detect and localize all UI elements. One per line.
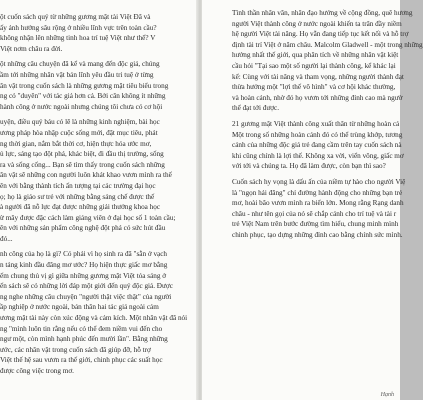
text-line: n tảng kinh đầu đãng mơ ước? Họ hiện thực giấc mơ bằng xyxy=(0,261,168,270)
text-line: ột cuốn sách quý từ những gương mặt tài Việt Đã và xyxy=(0,13,151,21)
text-line: uyện, điều quý báu có lẽ là những kinh nghiệm, bài học xyxy=(0,118,160,127)
paragraph xyxy=(0,59,169,112)
text-line: cảnh của những độc giả trẻ đang cầm trên tay cuốn sách nà xyxy=(232,141,402,150)
text-line: Việt nơm châu ra đời. xyxy=(0,44,63,53)
left-page xyxy=(0,0,198,400)
text-line: ọ; họ là giáo sư trẻ với những bằng sáng chế được thế xyxy=(0,192,155,201)
author-signature: Hạnh xyxy=(380,392,394,398)
text-line: với tới và chúng ta. Họ đã làm được, còn bạn thì sao? xyxy=(232,162,386,171)
text-line: ng nghe những câu chuyện "người thật việc thật" của người xyxy=(0,292,172,301)
left-text-column xyxy=(0,12,188,382)
text-line: ra và sống cống... Bạn sẽ tìm thấy trong cuốn sách những xyxy=(0,160,165,169)
text-line: trẻ Việt Nam trên bước đường tìm hiểu, chung minh mình xyxy=(232,220,399,229)
text-line: ầp nghiệp ở nước ngoài, bản thân hai tác giả ngoài cảm xyxy=(0,303,159,312)
text-line: châu - như tên gọi của nó sẽ chắp cánh cho trí tuệ và tài r xyxy=(232,209,397,218)
text-line: Việt thế hệ sau vươn ra thế giới, chinh phục các suất học xyxy=(0,356,163,365)
text-line: ng có "duyên" với tác giả hơn cả. Bởi cân không ít những xyxy=(0,92,166,101)
text-line: ng "mình luôn tin rằng nếu có thể đem niềm vui đến cho xyxy=(0,324,163,333)
text-line: là "ngọn hải đăng" chỉ đường hành động cho những bạn trẻ xyxy=(232,188,403,197)
text-line: ầm tới những nhân vật bản lĩnh yêu đầu tri tuệ ở từng xyxy=(0,70,154,79)
text-line: ngư một, còn mình hạnh phúc đến mười lần". Bằng những xyxy=(0,335,168,344)
text-line: kể: Cùng với tài năng và tham vọng, những người thành đạt xyxy=(232,72,404,81)
text-line: và hoàn cảnh, nhờ đó họ vươn tới những đỉnh cao mà ngườ xyxy=(232,93,403,102)
text-line: ên với bằng thành tích ấn tượng tại các trường đại học xyxy=(0,181,156,190)
text-line: à người đã nỗ lực đạt được những giải thưởng khoa học xyxy=(0,203,161,212)
text-line: ột những câu chuyện đã kể và mang đến độc giả, chúng xyxy=(0,60,160,69)
right-text-column xyxy=(232,8,423,245)
text-line: định tài trí Việt ở năm châu. Malcolm Gladwell - một trong những xyxy=(232,40,423,49)
text-line: Cuốn sách hy vọng là dấu ấn của niềm tự hào cho người Việ xyxy=(232,177,406,186)
text-line: đó... xyxy=(0,234,13,243)
text-line: khi cũng chính là lợi thế. Không xa vời, viển vông, giấc mơ xyxy=(232,151,404,160)
text-line: mơ, hoài bão vươn mình ra biển lớn. Mong rằng Rạng danh xyxy=(232,199,404,208)
text-line: Một trong số những hoàn cảnh đó có thể trùng khớp, tương xyxy=(232,130,403,139)
text-line: ước, các nhân vật trong cuốn sách đã giúp đỡ, hỗ trợ xyxy=(0,345,151,354)
text-line: hưởng nhất thế giới, qua phân tích về những nhân vật kiệt xyxy=(232,51,399,60)
text-line: nh công của họ là gì? Có phải vì họ sinh ra đã "sẵn ở vạch xyxy=(0,250,168,259)
text-line: được công việc trong mơ. xyxy=(0,367,74,375)
paragraph xyxy=(0,117,176,244)
paragraph xyxy=(232,177,406,241)
text-line: ừ mây được đặc cách làm giảng viên ở đại học số 1 toàn cầu; xyxy=(0,213,176,222)
right-page xyxy=(202,0,423,400)
text-line: cầu hỏi "Tại sao một số người lại thành công, kể khác lại xyxy=(232,61,396,70)
text-line: ng thời gian, nắm bắt thời cơ, hiện thực hóa ước mơ, xyxy=(0,139,152,148)
text-line: ân vật sẽ những con người luôn khát khao vươn mình ra thế xyxy=(0,171,172,180)
text-line: ếm chung thủ vị gì giữa những gương mặt Việt tỏa sáng ở xyxy=(0,271,167,280)
text-line: ến sách sẽ có những lời đáp một giới đến quý độc giả. Được xyxy=(0,282,173,291)
paragraph xyxy=(232,119,404,172)
text-line: Tình thần nhân văn, nhân đạo hướng về cộng đồng, quê hương xyxy=(232,9,413,17)
text-line: 21 gương mặt Việt thành công xuất thân từ những hoàn cả xyxy=(232,119,400,128)
text-line: thể đạt tới được. xyxy=(232,104,280,113)
paragraph xyxy=(232,8,423,114)
paragraph xyxy=(0,249,188,376)
text-line: ấy ảnh hưởng sâu rộng ở nhiều lĩnh vực trên toàn cầu? xyxy=(0,23,157,32)
text-line: ên với những sản phẩm công nghệ đột phá có sức hút đầu xyxy=(0,224,166,233)
text-line: ủ lực, sáng tạo đột phá, khác biệt, đi đầu thị trường, sống xyxy=(0,150,164,159)
text-line: hành công ở nước ngoài nhưng chúng tôi chưa có cơ hội xyxy=(0,102,163,111)
paragraph xyxy=(0,12,166,54)
text-line: thừa hưởng một "lợi thế vô hình" và cơ hội khác thường, xyxy=(232,83,396,92)
text-line: chinh phục, tạo dựng những đỉnh cao bằng chính sức mình. xyxy=(232,230,403,239)
text-line: hệ người Việt tài năng. Họ vẫn đang tiếp tục kết nối và hỗ trợ xyxy=(232,30,409,39)
text-line: người Việt thành công ở nước ngoài khiến ta trân đầy niềm xyxy=(232,19,402,28)
text-line: ân vật trong cuốn sách là những gương mặt tiêu biểu trong xyxy=(0,81,169,90)
text-line: không nhận lên những tinh hoa trí tuệ Việt như thế? V xyxy=(0,34,156,43)
text-line: ương mặt tài này còn xúc động và cảm kích. Một nhân vật đã nói xyxy=(0,314,188,323)
text-line: ương pháp hòa nhập cuộc sống mới, đặt mục tiêu, phát xyxy=(0,128,158,137)
